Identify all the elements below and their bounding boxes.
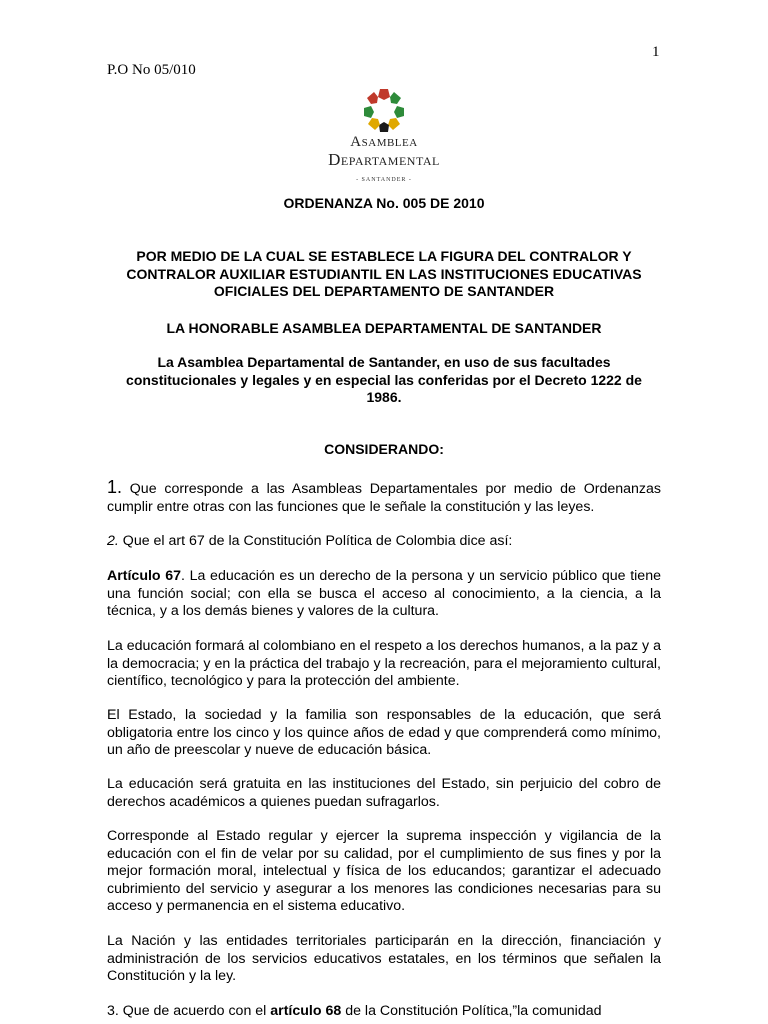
considerando-heading: CONSIDERANDO: <box>324 441 444 457</box>
article-paragraph-3: La educación será gratuita en las instituciones del Estado, sin perjuicio del cobro de derechos académicos a quienes puedan sufragarlos. <box>107 776 661 810</box>
logo-line-1: Asamblea <box>350 134 418 150</box>
assembly-logo <box>306 86 462 190</box>
article-paragraph-1: La educación formará al colombiano en el respeto a los derechos humanos, a la paz y a la democracia; y en la práctica del trabajo y la recreación, para el mejoramiento cultural, científico, tecnológico y para la protección del ambiente. <box>107 638 661 689</box>
ordinance-title: ORDENANZA No. 005 DE 2010 <box>283 195 485 211</box>
article-paragraph-4: Corresponde al Estado regular y ejercer la suprema inspección y vigilancia de la educación con el fin de velar por su calidad, por el cumplimiento de sus fines y por la mejor formación moral, intelectual y física de los educandos; garantizar el adecuado cubrimiento del servicio y asegurar a los menores las condiciones necesarias para su acceso y permanencia en el sistema educativo. <box>107 828 661 914</box>
paragraph-text: . La educación es un derecho de la persona y un servicio público que tiene una función social; con ella se busca el acceso al conocimiento, a la ciencia, a la técnica, y a los demás bienes y valores de la cultura. <box>107 568 661 619</box>
logo-line-3: - SANTANDER - <box>356 177 412 183</box>
paragraph-number: 2. <box>107 533 119 549</box>
article-67-paragraph <box>107 568 661 621</box>
considerando-paragraph-2 <box>107 533 661 551</box>
ordinance-subject: POR MEDIO DE LA CUAL SE ESTABLECE LA FIGURA DEL CONTRALOR Y CONTRALOR AUXILIAR ESTUDIANTIL EN LAS INSTITUCIONES EDUCATIVAS OFICIALES DEL DEPARTAMENTO DE SANTANDER <box>126 248 642 299</box>
assembly-heading: LA HONORABLE ASAMBLEA DEPARTAMENTAL DE SANTANDER <box>166 320 602 336</box>
paragraph-text: Que el art 67 de la Constitución Política de Colombia dice así: <box>118 533 513 549</box>
article-label: artículo 68 <box>270 1003 342 1019</box>
preamble: La Asamblea Departamental de Santander, en uso de sus facultades constitucionales y legales y en especial las conferidas por el Decreto 1222 de 1986. <box>126 354 642 405</box>
logo-line-2: Departamental <box>328 150 440 169</box>
article-paragraph-2: El Estado, la sociedad y la familia son responsables de la educación, que será obligatoria entre los cinco y los quince años de edad y que comprenderá como mínimo, un año de preescolar y nueve de educación básica. <box>107 707 661 758</box>
considerando-paragraph-3 <box>107 1003 661 1021</box>
paragraph-number: 1. <box>107 477 123 497</box>
considerando-paragraph-1 <box>107 479 661 516</box>
document-reference: P.O No 05/010 <box>107 62 196 78</box>
paragraph-text: de la Constitución Política,”la comunidad <box>341 1003 602 1019</box>
paragraph-text: 3. Que de acuerdo con el <box>107 1003 271 1019</box>
article-paragraph-5: La Nación y las entidades territoriales participarán en la dirección, financiación y administración de los servicios educativos estatales, en los términos que señalen la Constitución y la ley. <box>107 933 661 984</box>
assembly-emblem-icon <box>306 86 462 134</box>
article-label: Artículo 67 <box>107 568 182 584</box>
page-number: 1 <box>652 44 660 60</box>
paragraph-text: Que corresponde a las Asambleas Departamentales por medio de Ordenanzas cumplir entre otras con las funciones que le señale la constitución y las leyes. <box>107 481 661 515</box>
